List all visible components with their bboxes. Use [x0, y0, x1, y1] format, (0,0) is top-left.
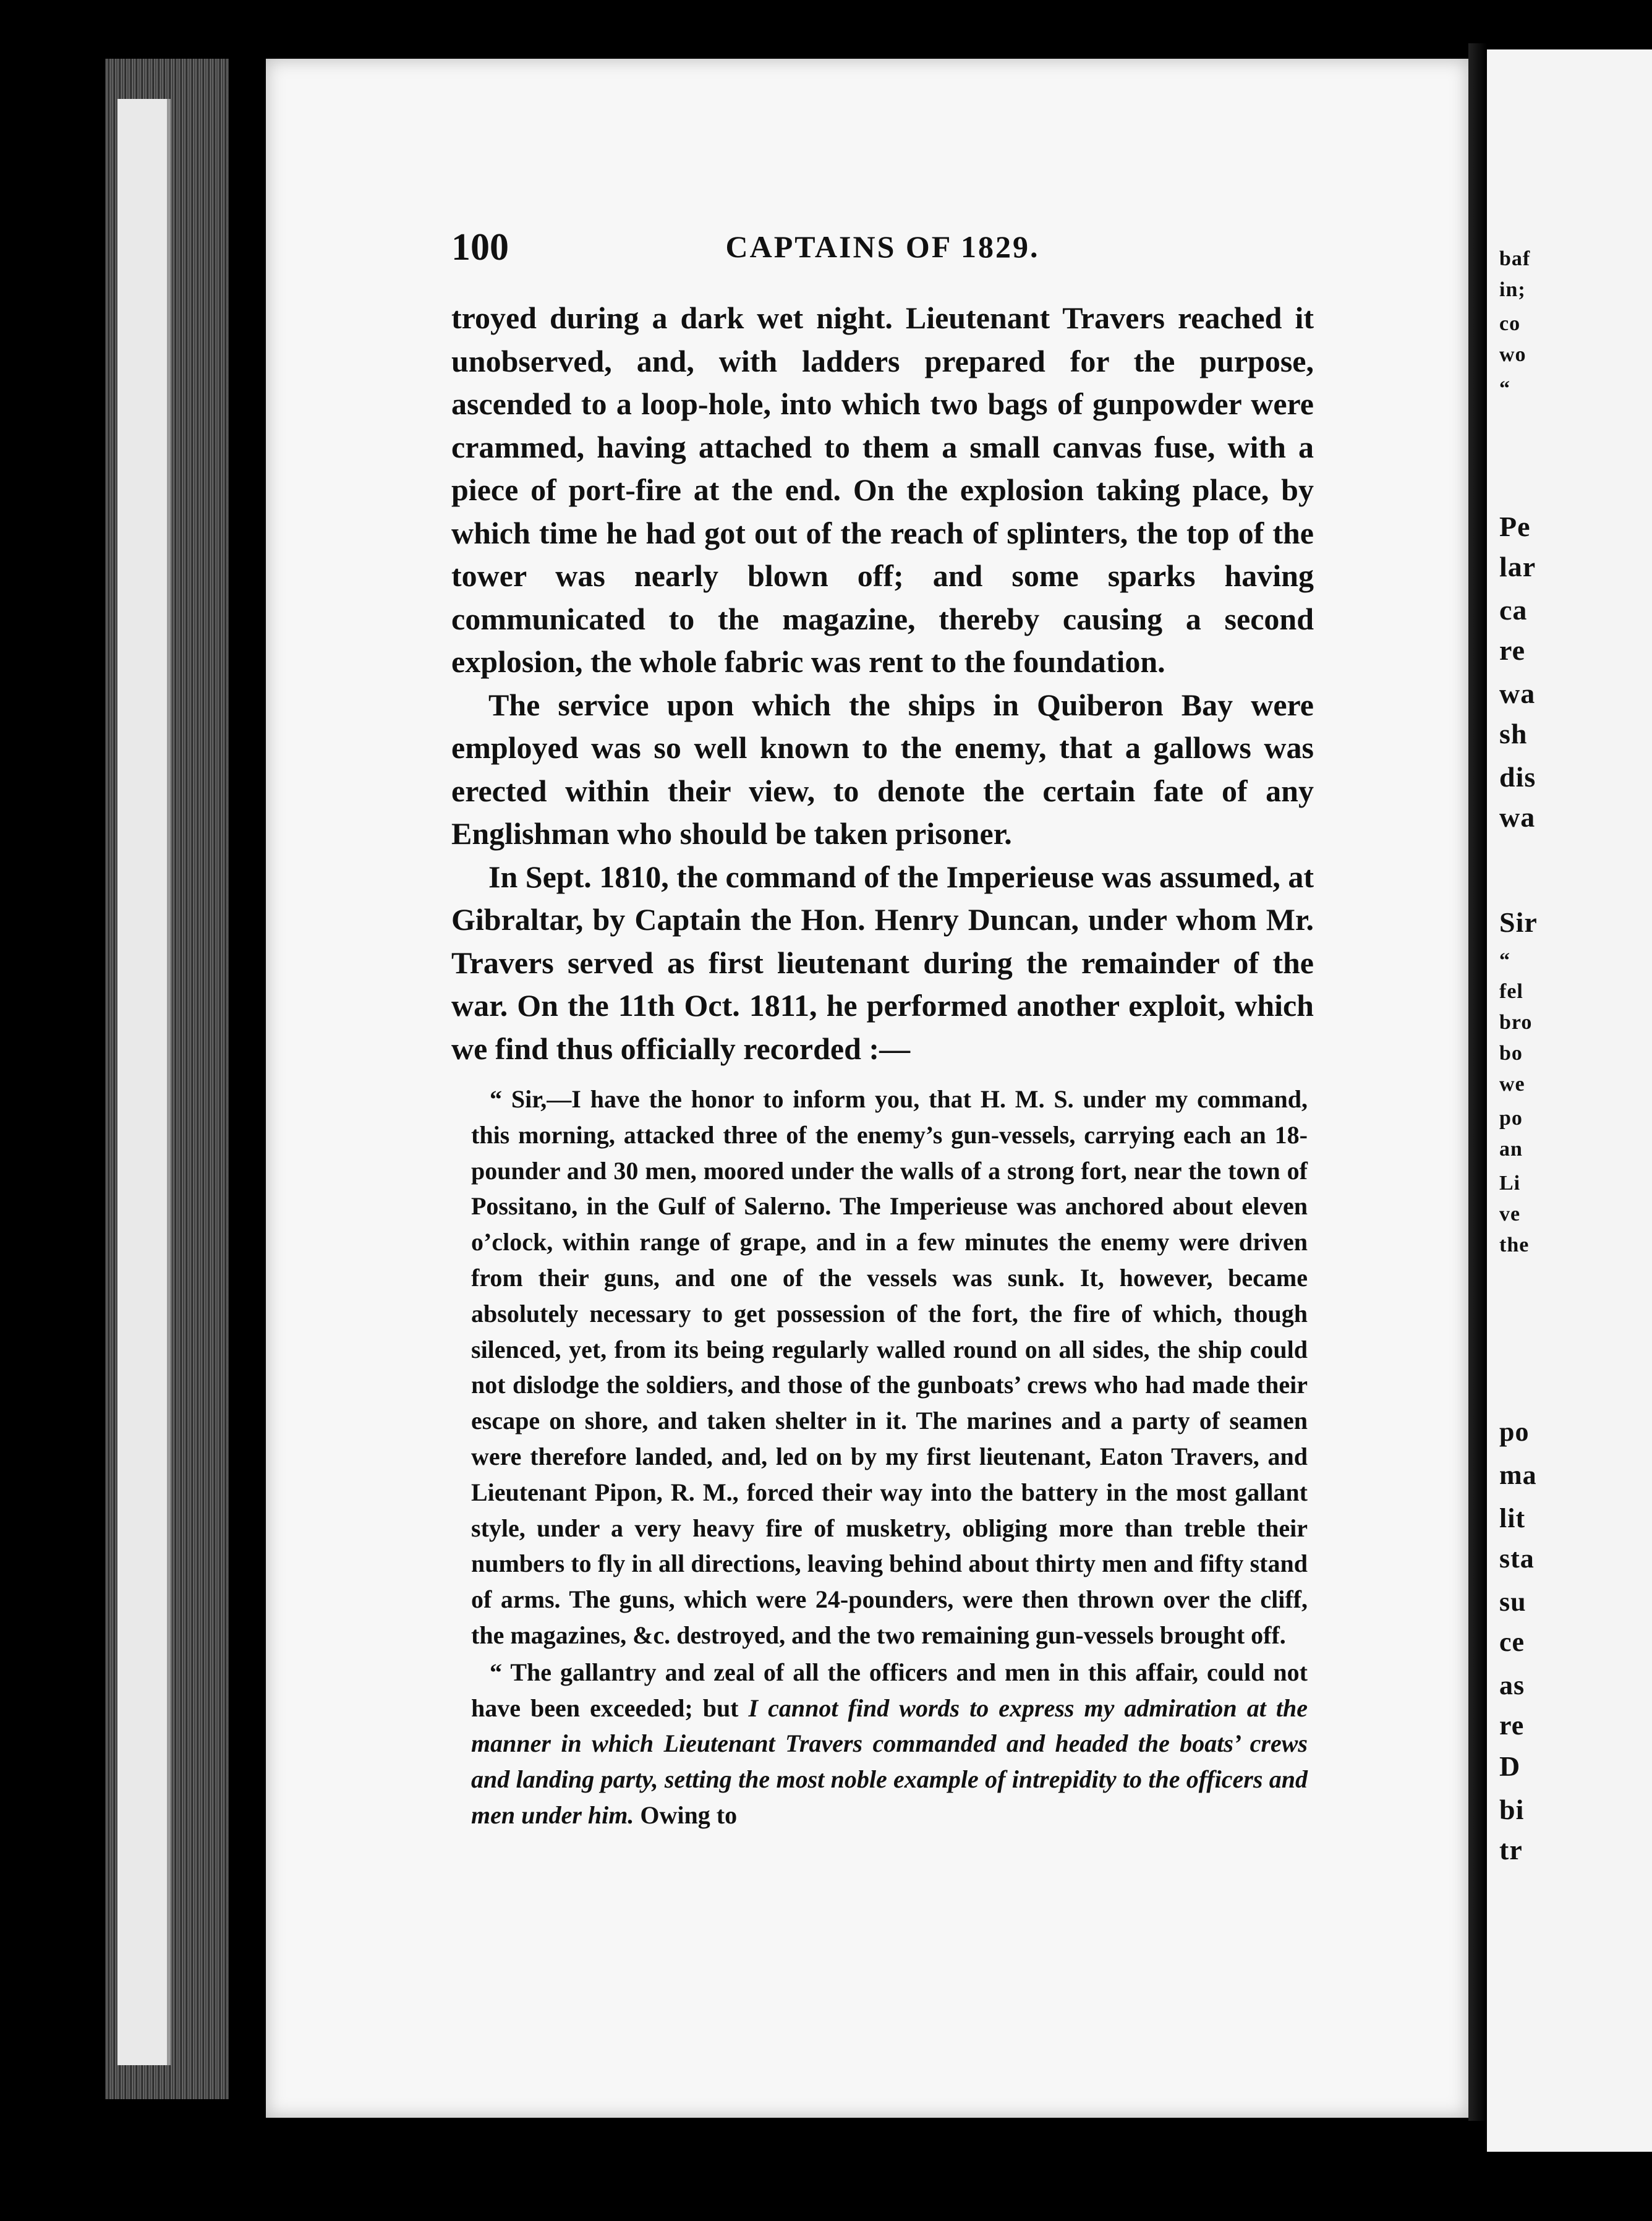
facing-page-fragment: dis — [1499, 761, 1536, 793]
facing-page-fragment: “ — [1499, 377, 1510, 400]
facing-page-fragment: wa — [1499, 678, 1536, 709]
facing-page-fragment: tr — [1499, 1834, 1523, 1865]
facing-page-fragment: wa — [1499, 801, 1536, 833]
paragraph-tower-explosion: troyed during a dark wet night. Lieutenant Travers reached it unobserved, and, with ladders prepared for the purpose, ascended to a loop-hole, into which two bags of gunpowder were crammed, having attached to them a small canvas fuse, with a piece of port-fire at the end. On the explosion taking place, by which time he had got out of the reach of splinters, the top of the tower was nearly blown off; and some sparks having communicated to the magazine, thereby causing a second explosion, the whole fabric was rent to the foundation. — [451, 301, 1314, 679]
facing-page-fragment: the — [1499, 1234, 1530, 1256]
facing-page-fragment: bro — [1499, 1011, 1533, 1034]
flyleaf-edge — [117, 99, 171, 2065]
paragraph-imperieuse-command: In Sept. 1810, the command of the Imperieuse was assumed, at Gibraltar, by Captain the Hon. Henry Duncan, under whom Mr. Travers served as first lieutenant during the remainder of the war. On the 11th Oct. 1811, he performed another exploit, which we find thus officially recorded :— — [451, 859, 1314, 1066]
facing-page-fragment: wo — [1499, 343, 1526, 366]
facing-page-fragments — [1487, 49, 1652, 2152]
facing-page-fragment: lit — [1499, 1503, 1526, 1533]
facing-page-fragment: D — [1499, 1750, 1521, 1782]
page-number: 100 — [451, 226, 509, 268]
facing-page-fragment: we — [1499, 1073, 1525, 1096]
facing-page-fragment: “ — [1499, 949, 1510, 972]
page-body — [451, 297, 1314, 1833]
facing-page-fragment: ce — [1499, 1627, 1525, 1657]
commendation-tail: Owing to — [634, 1801, 738, 1829]
facing-page-fragment: su — [1499, 1587, 1526, 1617]
facing-page-fragment: sta — [1499, 1543, 1535, 1574]
facing-page-fragment: Pe — [1499, 511, 1531, 542]
facing-page-fragment: lar — [1499, 551, 1536, 582]
facing-page-fragment: bo — [1499, 1042, 1523, 1065]
facing-page-fragment: in; — [1499, 278, 1526, 301]
paragraph-quiberon-bay: The service upon which the ships in Quiberon Bay were employed was so well known to the enemy, that a gallows was erected within their view, to denote the certain fate of any Englishman who should be taken prisoner. — [451, 687, 1314, 851]
commendation-lead: “ The gallantry and zeal of all the officers and men in this affair, could not have been exceeded; but — [471, 1658, 1308, 1722]
facing-page-fragment: re — [1499, 1710, 1525, 1741]
book-page — [266, 59, 1468, 2118]
facing-page-fragment: baf — [1499, 247, 1531, 270]
facing-page-fragment: co — [1499, 312, 1521, 335]
facing-page-fragment: fel — [1499, 980, 1523, 1003]
quoted-dispatch: “ Sir,—I have the honor to inform you, that H. M. S. under my command, this morning, attacked three of the enemy’s gun-vessels, carrying each an 18-pounder and 30 men, moored under the walls of a strong fort, near the town of Possitano, in the Gulf of Salerno. The Imperieuse was anchored about eleven o’clock, within range of grape, and in a few minutes the enemy were driven from their guns, and one of the vessels was sunk. It, however, became absolutely necessary to get possession of the fort, the fire of which, though silenced, yet, from its being regularly walled round on all sides, the ship could not dislodge the soldiers, and those of the gunboats’ crews who had made their escape on shore, and taken shelter in it. The marines and a party of seamen were therefore landed, and, led on by my first lieutenant, Eaton Travers, and Lieutenant Pipon, R. M., forced their way into the battery in the most gallant style, under a very heavy fire of musketry, obliging more than treble their numbers to fly in all directions, leaving behind about thirty men and fifty stand of arms. The guns, which were 24-pounders, were then thrown over the cliff, the magazines, &c. destroyed, and the two remaining gun-vessels brought off. — [471, 1085, 1308, 1649]
facing-page-fragment: bi — [1499, 1794, 1525, 1825]
facing-page — [1487, 49, 1652, 2152]
facing-page-fragment: re — [1499, 634, 1526, 666]
commendation-italic: I cannot find words to express my admiration at the manner in which Lieutenant Travers commanded and headed the boats’ crews and landing party, setting the most noble example of intrepidity to the officers and men under him. — [471, 1694, 1308, 1829]
running-title: CAPTAINS OF 1829. — [725, 229, 1040, 264]
facing-page-fragment: ve — [1499, 1203, 1521, 1226]
facing-page-fragment: sh — [1499, 718, 1528, 749]
quoted-dispatch-commendation — [451, 1655, 1314, 1833]
facing-page-fragment: Li — [1499, 1172, 1521, 1195]
facing-page-fragment: ma — [1499, 1460, 1537, 1490]
book-gutter — [1468, 43, 1487, 2121]
facing-page-fragment: Sir — [1499, 906, 1538, 938]
facing-page-fragment: as — [1499, 1670, 1525, 1700]
facing-page-fragment: po — [1499, 1417, 1530, 1447]
facing-page-fragment: ca — [1499, 594, 1528, 626]
facing-page-fragment: po — [1499, 1107, 1523, 1130]
facing-page-fragment: an — [1499, 1138, 1523, 1161]
page-header — [451, 226, 1314, 281]
